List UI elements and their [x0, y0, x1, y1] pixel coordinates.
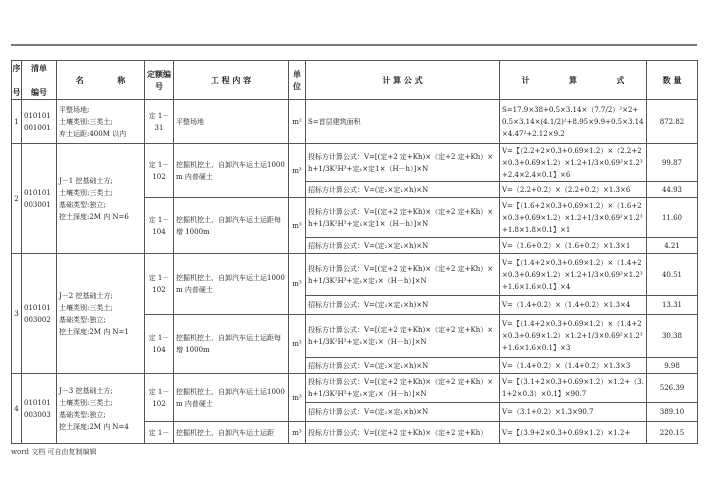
page-header-rule: [11, 44, 697, 46]
name-line: 土壤类别:三类土;: [59, 188, 113, 197]
header-quota-no: 定额编号: [145, 61, 174, 100]
cell-content: 挖掘机挖土、自卸汽车运土运距每增 1000m: [174, 198, 289, 254]
cell-unit: m³: [289, 144, 306, 198]
cell-quota: 定 1－102: [145, 374, 174, 422]
cell-name: [57, 374, 145, 444]
header-calc-1: 计: [521, 75, 530, 85]
cell-quota: 定 1－104: [145, 198, 174, 254]
cell-content: 挖掘机挖土、自卸汽车运土运距: [174, 422, 289, 444]
name-line: 基础类型:独立;: [59, 200, 106, 209]
header-name-1: 名: [75, 75, 84, 85]
table-row: [12, 374, 698, 403]
cell-formula: 投标方计算公式：V=[(定+2 定+Kh)×（定+2 定+Kh）×h+1/3K²H³+定₁×定₁×（H－h）]×N: [306, 374, 500, 403]
cell-seq: 2: [12, 144, 22, 254]
cell-qty: 9.98: [647, 358, 698, 374]
table-row: [12, 100, 698, 144]
header-calc: [500, 61, 647, 100]
cell-formula: 招标方计算公式：V=(定₁×定₁×h)×N: [306, 358, 500, 374]
cell-unit: m³: [289, 254, 306, 315]
cell-formula: 投标方计算公式：V=[(定+2 定+Kh)×（定+2 定+Kh）×h+1/3K²H³+定₁×定1×（H－h）]×N: [306, 144, 500, 182]
cell-calc: S=17.9×38+0.5×3.14×（7.7/2）²×2+0.5×3.14×(4.1/2)²+8.95×9.9+0.5×3.14×4.47²+2.12×9.2: [500, 100, 647, 144]
page-footer-note: word 文档 可自由复制编辑: [11, 448, 97, 456]
cell-code: 010101003002: [22, 254, 57, 374]
cell-calc: V=（1.4+0.2）×（1.4+0.2）×1.3×4: [500, 296, 647, 315]
cell-quota: 定 1－102: [145, 254, 174, 315]
cell-code: 010101001001: [22, 100, 57, 144]
cell-qty: 99.87: [647, 144, 698, 182]
cell-calc: V=【（1.6+2×0.3+0.69×1.2）×（1.6+2×0.3+0.69×1.2）×1.2+1/3×0.69²×1.2³+1.8×1.8×0.1】×1: [500, 198, 647, 238]
name-line: 土壤类别:三类土;: [59, 117, 113, 126]
cell-seq: 3: [12, 254, 22, 374]
cell-formula: S=首层建筑面积: [306, 100, 500, 144]
cell-content: 挖掘机挖土、自卸汽车运土运距每增 1000m: [174, 315, 289, 374]
cell-calc: V=【（1.4+2×0.3+0.69×1.2）×（1.4+2×0.3+0.69×1.2）×1.2+1/3×0.69²×1.2³+1.6×1.6×0.1】×4: [500, 254, 647, 296]
cell-calc: V=【（1.4+2×0.3+0.69×1.2）×（1.4+2×0.3+0.69×1.2）×1.2+1/3×0.69²×1.2³+1.6×1.6×0.1】×3: [500, 315, 647, 358]
header-code: [22, 61, 57, 100]
cell-qty: 526.39: [647, 374, 698, 403]
cell-calc: V=（2.2+0.2）×（2.2+0.2）×1.3×6: [500, 182, 647, 198]
header-name: [57, 61, 145, 100]
cell-name: [57, 144, 145, 254]
header-seq-top: 序: [12, 63, 21, 73]
cell-qty: 30.38: [647, 315, 698, 358]
cell-quota: 定 1－: [145, 422, 174, 444]
cell-calc: V=（3.1+0.2）×1.3×90.7: [500, 403, 647, 422]
cell-formula: 投标方计算公式：V=[(定+2 定+Kh)×（定+2 定+Kh）: [306, 422, 500, 444]
cell-seq: 1: [12, 100, 22, 144]
header-calc-2: 算: [568, 75, 577, 85]
name-line: 挖土深度:2M 内 N=6: [59, 212, 129, 221]
header-seq-bottom: 号: [12, 87, 21, 97]
cell-formula: 投标方计算公式：V=[(定+2 定+Kh)×（定+2 定+Kh）×h+1/3K²H³+定₁×定₁×（H－h）]×N: [306, 315, 500, 358]
cell-quota: 定 1－102: [145, 144, 174, 198]
cell-formula: 招标方计算公式：V=(定₁×定₁×h)×N: [306, 182, 500, 198]
cell-content: 挖掘机挖土、自卸汽车运土运1000m 内普硬土: [174, 144, 289, 198]
name-line: J－2 挖基础土方;: [59, 291, 113, 300]
quantity-calculation-table: [11, 60, 698, 444]
header-code-bottom: 编号: [31, 87, 47, 97]
cell-content: 挖掘机挖土、自卸汽车运土运1000m 内普硬土: [174, 374, 289, 422]
table-header-row: [12, 61, 698, 100]
cell-name: [57, 254, 145, 374]
cell-unit: m²: [289, 100, 306, 144]
cell-code: 010101003001: [22, 144, 57, 254]
name-line: 挖土深度:2M 内 N=1: [59, 327, 129, 336]
cell-qty: 220.15: [647, 422, 698, 444]
cell-qty: 4.21: [647, 238, 698, 254]
cell-qty: 40.51: [647, 254, 698, 296]
cell-unit: m³: [289, 198, 306, 254]
header-formula: 计 算 公 式: [306, 61, 500, 100]
name-line: J－1 挖基础土方;: [59, 176, 113, 185]
cell-formula: 投标方计算公式：V=[(定+2 定+Kh)×（定+2 定+Kh）×h+1/3K²H³+定₁×定₁×（H－h）]×N: [306, 254, 500, 296]
name-line: 挖土深度:2M 内 N=4: [59, 422, 129, 431]
cell-qty: 44.93: [647, 182, 698, 198]
header-unit: 单位: [289, 61, 306, 100]
header-code-top: 清单: [31, 63, 47, 73]
cell-qty: 872.82: [647, 100, 698, 144]
cell-qty: 389.10: [647, 403, 698, 422]
header-quantity: 数 量: [647, 61, 698, 100]
header-name-2: 称: [117, 75, 126, 85]
cell-unit: m³: [289, 422, 306, 444]
name-line: 土壤类别:三类土;: [59, 303, 113, 312]
cell-formula: 投标方计算公式：V=[(定+2 定+Kh)×（定+2 定+Kh）×h+1/3K²H³+定₁×定1×（H－h）]×N: [306, 198, 500, 238]
cell-content: 挖掘机挖土、自卸汽车运土运1000m 内普硬土: [174, 254, 289, 315]
cell-unit: m³: [289, 374, 306, 422]
header-work-content: 工 程 内 容: [174, 61, 289, 100]
table-row: [12, 144, 698, 182]
cell-calc: V=（1.6+0.2）×（1.6+0.2）×1.3×1: [500, 238, 647, 254]
cell-calc: V=【（3.9+2×0.3+0.69×1.2）×1.2+: [500, 422, 647, 444]
cell-calc: V=【（3.1+2×0.3+0.69×1.2）×1.2+（3.1+2×0.3）×0.1】×90.7: [500, 374, 647, 403]
name-line: 土壤类别:三类土;: [59, 398, 113, 407]
cell-formula: 招标方计算公式：V=(定₁×定₁×h)×N: [306, 296, 500, 315]
cell-quota: 定 1－104: [145, 315, 174, 374]
name-line: 弃土运距:400M 以内: [59, 129, 127, 138]
table-row: [12, 254, 698, 296]
cell-formula: 招标方计算公式：V=(定₁×定₁×h)×N: [306, 238, 500, 254]
cell-qty: 11.60: [647, 198, 698, 238]
name-line: J－3 挖基础土方;: [59, 386, 113, 395]
cell-content: 平整场地: [174, 100, 289, 144]
cell-unit: m³: [289, 315, 306, 374]
cell-quota: 定 1－31: [145, 100, 174, 144]
cell-qty: 13.31: [647, 296, 698, 315]
cell-calc: V=（1.4+0.2）×（1.4+0.2）×1.3×3: [500, 358, 647, 374]
header-seq: [12, 61, 22, 100]
cell-name: [57, 100, 145, 144]
cell-code: 010101003003: [22, 374, 57, 444]
cell-seq: 4: [12, 374, 22, 444]
header-calc-3: 式: [616, 75, 625, 85]
name-line: 基础类型:独立;: [59, 315, 106, 324]
name-line: 平整场地;: [59, 105, 90, 114]
name-line: 基础类型:独立;: [59, 410, 106, 419]
cell-formula: 招标方计算公式：V=(定₁×定₁×h)×N: [306, 403, 500, 422]
cell-calc: V=【（2.2+2×0.3+0.69×1.2）×（2.2+2×0.3+0.69×1.2）×1.2+1/3×0.69²×1.2³+2.4×2.4×0.1】×6: [500, 144, 647, 182]
